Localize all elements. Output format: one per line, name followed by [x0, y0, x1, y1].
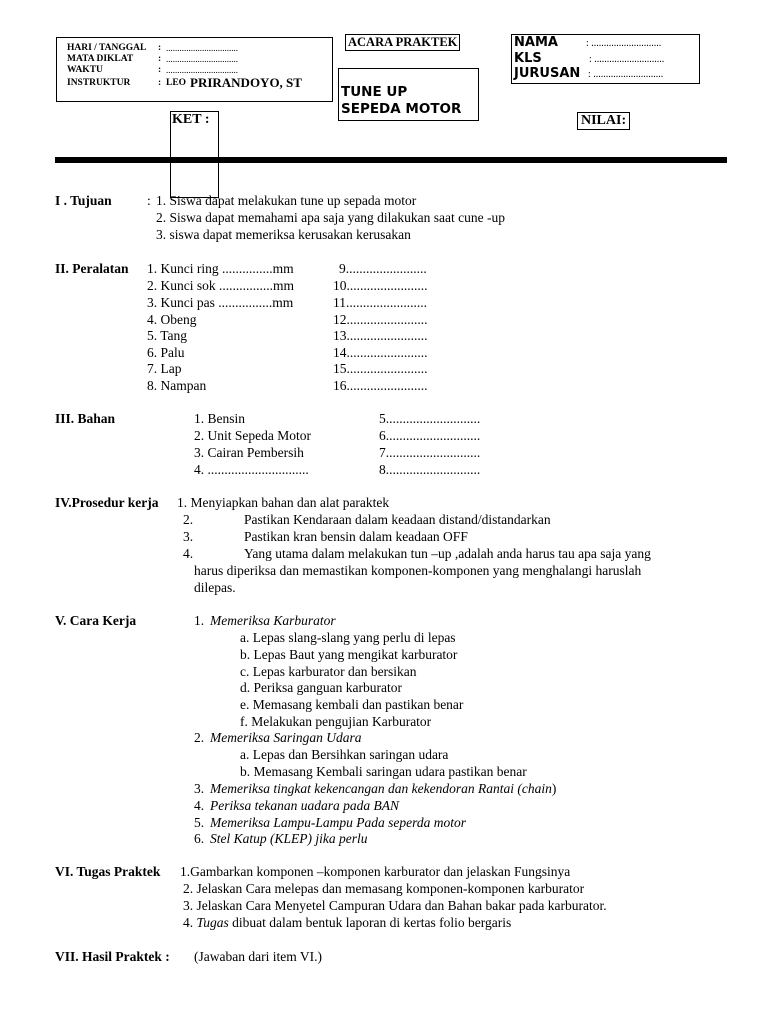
tugas-item: 1.Gambarkan komponen –komponen karburator dan jelaskan Fungsinya: [180, 864, 571, 879]
bahan-item: 2. Unit Sepeda Motor: [194, 428, 311, 443]
title-box: [338, 68, 479, 121]
info-sep: :: [158, 54, 162, 64]
bahan-blank[interactable]: 6............................: [379, 428, 481, 443]
cara-sub: f. Melakukan pengujian Karburator: [240, 714, 432, 729]
peralatan-label: II. Peralatan: [55, 261, 129, 276]
peralatan-blank[interactable]: 9........................: [339, 261, 427, 276]
peralatan-blank[interactable]: 13........................: [333, 328, 428, 343]
peralatan-blank[interactable]: 12........................: [333, 312, 428, 327]
tugas-label: VI. Tugas Praktek: [55, 864, 161, 879]
prosedur-step: Pastikan Kendaraan dalam keadaan distand/distandarkan: [244, 512, 551, 527]
cara-sub: c. Lepas karburator dan bersikan: [240, 664, 417, 679]
info-label-waktu: WAKTU: [67, 65, 103, 75]
tujuan-item: 3. siswa dapat memeriksa kerusakan kerusakan: [156, 227, 411, 242]
tujuan-colon: :: [147, 193, 151, 208]
bahan-blank[interactable]: 8............................: [379, 462, 481, 477]
waktu-field[interactable]: ................................: [166, 65, 238, 75]
cara-sub: b. Lepas Baut yang mengikat karburator: [240, 647, 458, 662]
hasil-text: (Jawaban dari item VI.): [194, 949, 322, 964]
nama-field[interactable]: : ............................: [586, 38, 662, 49]
prosedur-step-cont: harus diperiksa dan memastikan komponen-komponen yang menghalangi haruslah: [194, 563, 642, 578]
tugas-rest: dibuat dalam bentuk laporan di kertas folio bergaris: [232, 915, 512, 930]
bahan-blank[interactable]: 7............................: [379, 445, 481, 460]
cara-num: 2.: [194, 730, 205, 745]
prosedur-step-cont: dilepas.: [194, 580, 236, 595]
prosedur-step: 1. Menyiapkan bahan dan alat paraktek: [177, 495, 390, 510]
peralatan-item: 6. Palu: [147, 345, 185, 360]
cara-title-close: ): [551, 781, 557, 796]
info-sep: :: [158, 78, 162, 88]
peralatan-blank[interactable]: 10........................: [333, 278, 428, 293]
tujuan-label: I . Tujuan: [55, 193, 112, 208]
prosedur-step-num: 2.: [183, 512, 194, 527]
tugas-item-4: [183, 915, 511, 932]
cara-title: Memeriksa Lampu-Lampu Pada seperda motor: [210, 815, 466, 830]
peralatan-item: 8. Nampan: [147, 378, 207, 393]
tugas-item: 3. Jelaskan Cara Menyetel Campuran Udara dan Bahan bakar pada karburator.: [183, 898, 607, 913]
cara-num: 5.: [194, 815, 205, 830]
jurusan-label: JURUSAN: [514, 66, 581, 81]
title-line-1: TUNE UP: [341, 84, 408, 100]
tugas-italic: Tugas: [196, 915, 229, 930]
bahan-item[interactable]: 4. ..............................: [194, 462, 309, 477]
hari-tanggal-field[interactable]: ................................: [166, 43, 238, 53]
kls-field[interactable]: : ............................: [589, 54, 665, 65]
nama-label: NAMA: [514, 35, 558, 50]
peralatan-item: 2. Kunci sok ................mm: [147, 278, 294, 293]
prosedur-step-num: 4.: [183, 546, 194, 561]
info-label-instruktur: INSTRUKTUR: [67, 78, 131, 88]
header-divider: [55, 157, 727, 163]
prosedur-step: Pastikan kran bensin dalam keadaan OFF: [244, 529, 468, 544]
tujuan-item: 2. Siswa dapat memahami apa saja yang dilakukan saat cune -up: [156, 210, 506, 225]
cara-title: Memeriksa tingkat kekencangan dan kekendoran Rantai (chain: [210, 781, 552, 796]
peralatan-item: 5. Tang: [147, 328, 188, 343]
instruktur-prefix: LEO: [166, 78, 187, 88]
bahan-item: 3. Cairan Pembersih: [194, 445, 304, 460]
cara-num: 4.: [194, 798, 205, 813]
peralatan-item: 1. Kunci ring ...............mm: [147, 261, 294, 276]
cara-sub: a. Lepas slang-slang yang perlu di lepas: [240, 630, 456, 645]
info-sep: :: [158, 43, 162, 53]
peralatan-blank[interactable]: 15........................: [333, 361, 428, 376]
nilai-box[interactable]: NILAI:: [577, 112, 630, 130]
cara-sub: e. Memasang kembali dan pastikan benar: [240, 697, 464, 712]
bahan-label: III. Bahan: [55, 411, 116, 426]
info-label-hari: HARI / TANGGAL: [67, 43, 147, 53]
peralatan-blank[interactable]: 11........................: [333, 295, 427, 310]
ket-label: KET :: [172, 112, 210, 127]
cara-num: 1.: [194, 613, 205, 628]
title-line-2: SEPEDA MOTOR: [341, 101, 462, 117]
hasil-label: VII. Hasil Praktek :: [55, 949, 170, 964]
jurusan-field[interactable]: : ............................: [588, 69, 664, 80]
cara-sub: b. Memasang Kembali saringan udara pastikan benar: [240, 764, 527, 779]
tujuan-item: 1. Siswa dapat melakukan tune up sepada motor: [156, 193, 417, 208]
mata-diklat-field[interactable]: ................................: [166, 54, 238, 64]
peralatan-blank[interactable]: 16........................: [333, 378, 428, 393]
cara-title: Periksa tekanan uadara pada BAN: [210, 798, 399, 813]
prosedur-step-num: 3.: [183, 529, 194, 544]
peralatan-item: 4. Obeng: [147, 312, 197, 327]
cara-num: 6.: [194, 831, 205, 846]
cara-label: V. Cara Kerja: [55, 613, 137, 628]
cara-sub: a. Lepas dan Bersihkan saringan udara: [240, 747, 449, 762]
prosedur-label: IV.Prosedur kerja: [55, 495, 159, 510]
cara-num: 3.: [194, 781, 205, 796]
cara-title: Memeriksa Karburator: [210, 613, 336, 628]
peralatan-item: 7. Lap: [147, 361, 182, 376]
tugas-num: 4.: [183, 915, 194, 930]
kls-label: KLS: [514, 51, 542, 66]
peralatan-blank[interactable]: 14........................: [333, 345, 428, 360]
bahan-item: 1. Bensin: [194, 411, 246, 426]
instruktur-name: PRIRANDOYO, ST: [190, 75, 302, 90]
cara-sub: d. Periksa ganguan karburator: [240, 680, 402, 695]
bahan-blank[interactable]: 5............................: [379, 411, 481, 426]
info-sep: :: [158, 65, 162, 75]
tugas-item: 2. Jelaskan Cara melepas dan memasang komponen-komponen karburator: [183, 881, 585, 896]
cara-title-row: [210, 781, 556, 798]
peralatan-item: 3. Kunci pas ................mm: [147, 295, 294, 310]
cara-title: Stel Katup (KLEP) jika perlu: [210, 831, 368, 846]
cara-title: Memeriksa Saringan Udara: [210, 730, 362, 745]
info-label-mata-diklat: MATA DIKLAT: [67, 54, 134, 64]
prosedur-step: Yang utama dalam melakukan tun –up ,adalah anda harus tau apa saja yang: [244, 546, 651, 561]
acara-praktek-label: ACARA PRAKTEK: [345, 34, 460, 51]
